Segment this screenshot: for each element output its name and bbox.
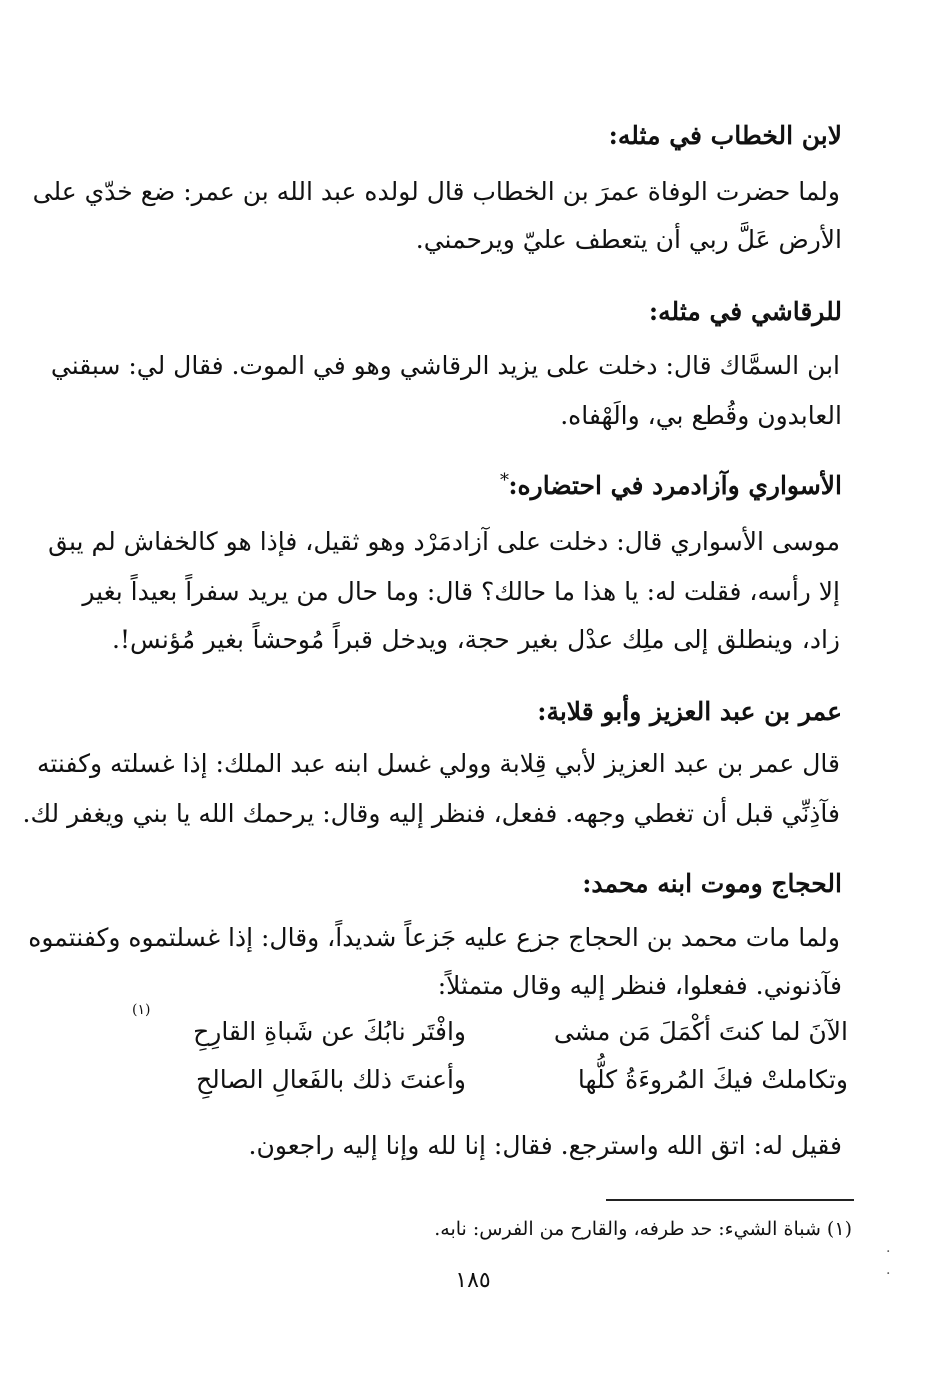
verse-first-hemistich: وتكاملتْ فيكَ المُروءَةُ كلُّها <box>577 1065 848 1094</box>
scan-speck: . <box>886 1240 891 1256</box>
paragraph-line: إلا رأسه، فقلت له: يا هذا ما حالك؟ قال: وما حال من يريد سفراً بعيداً بغير <box>82 577 840 606</box>
paragraph-line: موسى الأسواري قال: دخلت على آزادمَرْد وهو ثقيل، فإذا هو كالخفاش لم يبق <box>48 527 840 556</box>
footnote-text: (١) شباة الشيء: حد طرفه، والقارح من الفرس: نابه. <box>434 1218 852 1240</box>
paragraph-line: ابن السمَّاك قال: دخلت على يزيد الرقاشي وهو في الموت. فقال لي: سبقني <box>50 351 840 380</box>
paragraph-line: زاد، وينطلق إلى ملِك عدْل بغير حجة، ويدخل قبراً مُوحشاً بغير مُؤنس!. <box>112 625 840 654</box>
section-heading: لابن الخطاب في مثله: <box>608 121 842 150</box>
verse-second-hemistich: وافْتَر نابُكَ عن شَباةِ القارِحِ <box>193 1017 466 1046</box>
footnote-rule <box>606 1199 854 1201</box>
section-heading: عمر بن عبد العزيز وأبو قلابة: <box>537 697 842 726</box>
paragraph-line: فآذنوني. ففعلوا، فنظر إليه وقال متمثلاً: <box>437 971 842 1000</box>
paragraph-line: الأرض عَلَّ ربي أن يتعطف عليّ ويرحمني. <box>415 225 842 254</box>
section-heading: الأسواري وآزادمرد في احتضاره: <box>508 471 842 500</box>
closing-line: فقيل له: اتق الله واسترجع. فقال: إنا لله وإنا إليه راجعون. <box>248 1131 842 1160</box>
heading-marker: * <box>500 470 509 491</box>
paragraph-line: ولما حضرت الوفاة عمرَ بن الخطاب قال لولده عبد الله بن عمر: ضع خدّي على <box>32 177 840 206</box>
section-heading: للرقاشي في مثله: <box>648 297 842 326</box>
paragraph-line: ولما مات محمد بن الحجاج جزع عليه جَزعاً شديداً، وقال: إذا غسلتموه وكفنتموه <box>28 923 840 952</box>
page-number: ١٨٥ <box>455 1268 491 1293</box>
paragraph-line: فآذِنِّي قبل أن تغطي وجهه. ففعل، فنظر إليه وقال: يرحمك الله يا بني ويغفر لك. <box>22 799 840 828</box>
footnote-reference: (١) <box>132 1002 151 1018</box>
paragraph-line: قال عمر بن عبد العزيز لأبي قِلابة وولي غسل ابنه عبد الملك: إذا غسلته وكفنته <box>36 749 840 778</box>
paragraph-line: العابدون وقُطع بي، والَهْفاه. <box>560 401 842 430</box>
verse-first-hemistich: الآنَ لما كنتَ أكْمَلَ مَن مشى <box>553 1017 848 1046</box>
verse-second-hemistich: وأعنتَ ذلك بالفَعالِ الصالحِ <box>196 1065 466 1094</box>
scan-speck: . <box>886 1262 891 1278</box>
section-heading: الحجاج وموت ابنه محمد: <box>582 869 842 898</box>
